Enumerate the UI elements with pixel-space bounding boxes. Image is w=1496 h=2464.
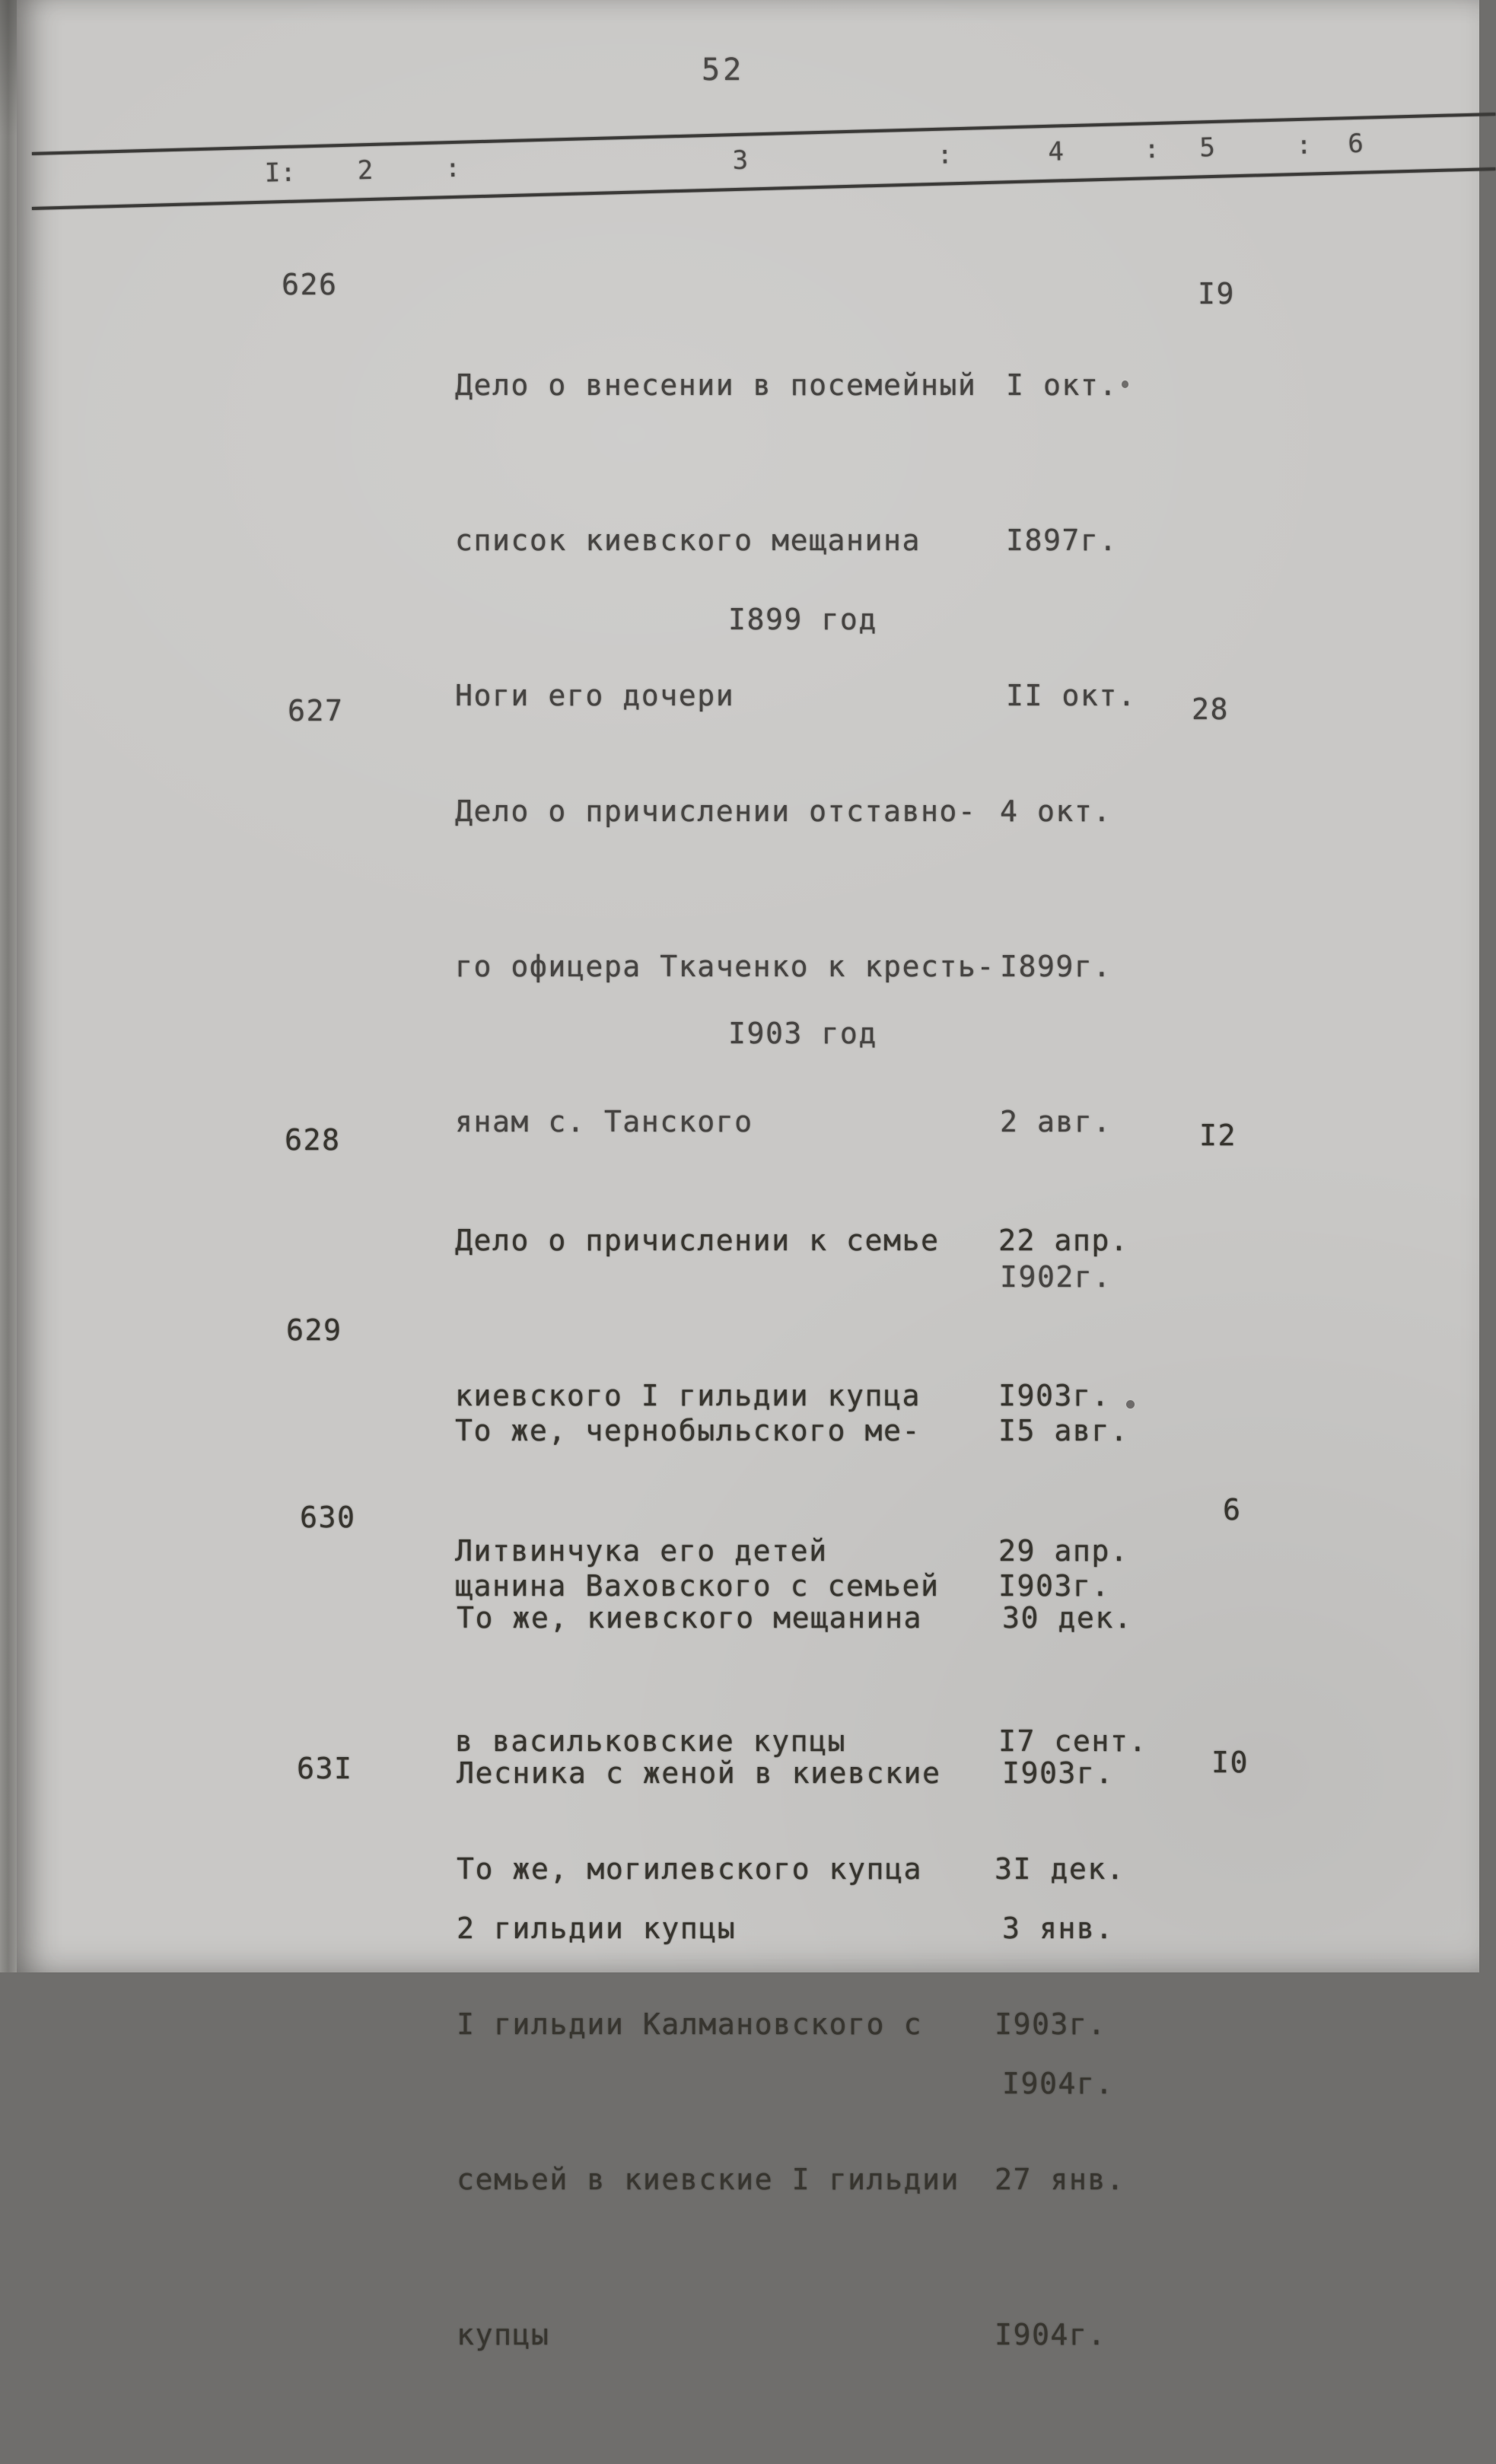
description-line: купцы: [457, 2318, 550, 2351]
description-line: киевского I гильдии купца: [455, 1379, 921, 1412]
paper-speck: [1122, 380, 1128, 388]
column-header-1: I:: [264, 157, 297, 189]
date-line: I7 сент.: [998, 1724, 1147, 1758]
entry-page-count: I2: [1199, 1119, 1237, 1152]
column-header-3: 3: [732, 145, 749, 177]
description-line: Лесника с женой в киевские: [457, 1756, 941, 1790]
description-line: Литвинчука его детей: [455, 1534, 828, 1568]
book-edge-shadow: [0, 0, 18, 1972]
description-line: янам с. Танского: [455, 1105, 753, 1138]
description-line: 2 гильдии купцы: [457, 1912, 737, 1945]
entry-page-count: I9: [1198, 277, 1235, 310]
date-line: 4 окт.: [1000, 794, 1112, 828]
description-line: список киевского мещанина: [455, 524, 921, 557]
entry-number: 628: [285, 1123, 341, 1157]
date-line: I903г.: [998, 1379, 1110, 1412]
date-line: I903г.: [998, 1569, 1110, 1603]
date-line: I903г.: [1002, 1756, 1114, 1790]
date-line: I903г.: [995, 2007, 1106, 2041]
column-header-2: 2: [357, 154, 374, 186]
description-line: семьей в киевские I гильдии: [457, 2163, 960, 2196]
column-header-5: 5: [1198, 132, 1216, 164]
description-line: го офицера Ткаченко к кресть-: [455, 950, 995, 983]
column-divider: :: [936, 139, 953, 170]
entry-dates: [995, 1740, 1125, 2464]
date-line: I899г.: [1000, 950, 1112, 983]
paper-speck: [1126, 1400, 1135, 1409]
description-line: То же, чернобыльского ме-: [455, 1414, 921, 1447]
date-line: I897г.: [1006, 524, 1118, 557]
date-line: 29 апр.: [998, 1534, 1129, 1568]
entry-number: 63I: [297, 1752, 353, 1785]
column-header-6: 6: [1347, 128, 1364, 160]
entry-page-count: I0: [1211, 1746, 1249, 1779]
entry-number: 627: [288, 694, 344, 727]
description-line: То же, киевского мещанина: [457, 1601, 922, 1635]
description-line: щанина Ваховского с семьей: [455, 1569, 940, 1603]
date-line: 27 янв.: [995, 2163, 1125, 2196]
description-line: Дело о внесении в посемейный: [455, 368, 977, 402]
description-line: Дело о причислении к семье: [455, 1224, 940, 1257]
entry-page-count: 6: [1223, 1493, 1242, 1526]
description-line: Дело о причислении отставно-: [455, 794, 977, 828]
entry-number: 630: [300, 1501, 356, 1534]
date-line: I904г.: [995, 2318, 1106, 2351]
date-line: 3 янв.: [1002, 1912, 1114, 1945]
date-line: I5 авг.: [998, 1414, 1129, 1447]
date-line: 22 апр.: [998, 1224, 1129, 1257]
date-line: 3I дек.: [995, 1852, 1125, 1886]
page-number: 52: [702, 53, 745, 88]
column-divider: :: [1143, 133, 1160, 165]
description-line: I гильдии Калмановского с: [457, 2007, 922, 2041]
year-heading: I899 год: [728, 603, 877, 636]
entry-page-count: 28: [1192, 692, 1229, 726]
date-line: I904г.: [1002, 2067, 1114, 2100]
paper: [17, 0, 1479, 2351]
column-header-4: 4: [1047, 136, 1065, 167]
column-divider: :: [444, 152, 461, 184]
year-heading: I903 год: [728, 1017, 877, 1050]
description-line: Ноги его дочери: [455, 679, 735, 712]
date-line: 2 авг.: [1000, 1105, 1112, 1138]
date-line: 30 дек.: [1002, 1601, 1133, 1635]
date-line: I902г.: [1000, 1260, 1112, 1294]
date-line: II окт.: [1006, 679, 1137, 712]
entry-description: [457, 1740, 960, 2464]
date-line: I окт.: [1006, 368, 1118, 402]
description-line: То же, могилевского купца: [457, 1852, 922, 1886]
description-line: в васильковские купцы: [455, 1724, 847, 1758]
column-divider: :: [1295, 129, 1313, 161]
entry-number: 629: [286, 1313, 342, 1347]
entry-number: 626: [282, 268, 338, 301]
